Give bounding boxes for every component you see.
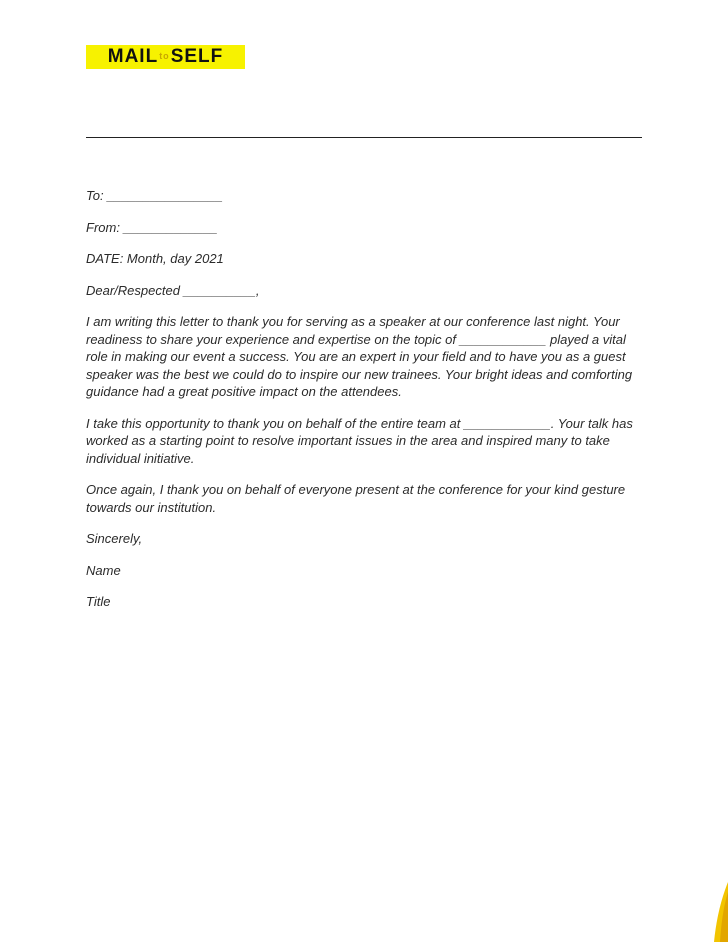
signature-title: Title <box>86 594 111 609</box>
paragraph-thanks: I am writing this letter to thank you for serving as a speaker at our conference last night. Your readiness to share your experience and expertise on the topic of ____________ played a vital role in making our event a success. You are an expert in your field and to have you as a guest speaker was the best we could do to inspire our new trainees. Your bright ideas and comforting guidance had a great positive impact on the attendees. <box>86 314 633 399</box>
from-line: From: _____________ <box>86 219 218 235</box>
signature-name: Name <box>86 562 121 578</box>
logo-text-mail: MAIL <box>107 46 159 67</box>
paragraph-team: I take this opportunity to thank you on behalf of the entire team at ____________. Your talk has worked as a starting point to resolve important issues in the area and inspired many to take individual initiative. <box>86 415 633 466</box>
date-line: DATE: Month, day 2021 <box>86 251 224 266</box>
salutation: Dear/Respected __________, <box>86 282 260 298</box>
closing: Sincerely, <box>86 531 143 546</box>
logo-text-to: to <box>159 51 170 61</box>
mail-to-self-logo <box>86 45 245 69</box>
paragraph-closing-thanks: Once again, I thank you on behalf of everyone present at the conference for your kind gesture towards our institution. <box>86 482 626 515</box>
header-divider <box>86 137 642 138</box>
decorative-swoosh <box>710 882 728 942</box>
to-line: To: ________________ <box>86 188 223 203</box>
letter-body <box>86 187 642 611</box>
logo-text-self: SELF <box>170 46 224 67</box>
